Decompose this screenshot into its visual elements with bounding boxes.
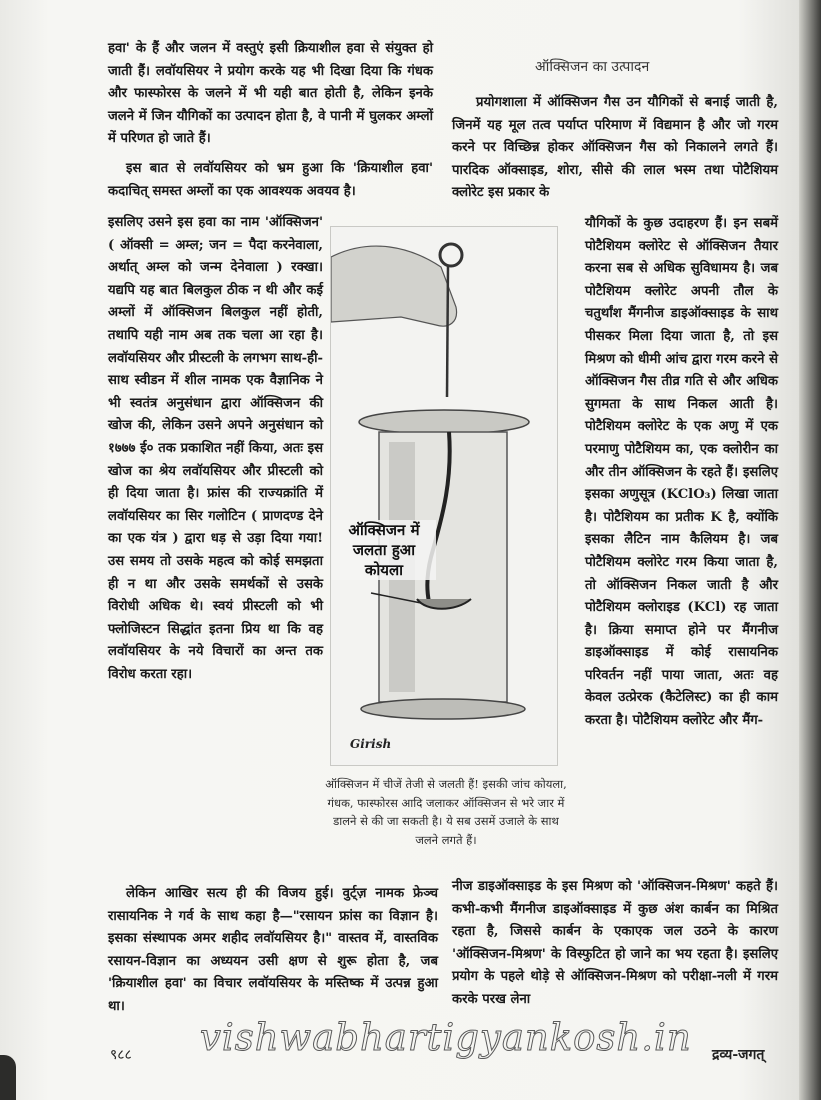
- gas-jar-drawing: [331, 227, 557, 765]
- experiment-illustration: [330, 226, 558, 766]
- right-para-2: यौगिकों के कुछ उदाहरण हैं। इन सबमें पोटैशियम क्लोरेट से ऑक्सिजन तैयार करना सब से अधिक सुविधामय है। जब पोटैशियम क्लोरेट अपनी तौल के चतुर्थांश मैंगनीज डाइऑक्साइड के साथ पीसकर मिला दिया जाता है, तो इस मिश्रण को धीमी आंच द्वारा गरम करने से ऑक्सिजन गैस तीव्र गति से और अधिक सुगमता के साथ निकल आती है। पोटैशियम क्लोरेट के एक अणु में एक परमाणु पोटैशियम का, एक क्लोरीन का और तीन ऑक्सिजन के रहते हैं। इसलिए इसका अणुसूत्र (KClO₃) लिखा जाता है। पोटैशियम का प्रतीक K है, क्योंकि इसका लैटिन नाम कैलियम है। जब पोटैशियम क्लोरेट गरम किया जाता है, तो ऑक्सिजन निकल जाती है और पोटैशियम क्लोराइड (KCl) रह जाता है। क्रिया समाप्त होने पर मैंगनीज डाइऑक्साइड में कोई रासायनिक परिवर्तन नहीं पाया जाता, अतः वह केवल उत्प्रेरक (कैटेलिस्ट) का ही काम करता है। पोटैशियम क्लोरेट और मैंग-: [585, 216, 778, 729]
- artist-signature: Girish: [350, 737, 392, 751]
- right-para-1: प्रयोगशाला में ऑक्सिजन गैस उन यौगिकों से बनाई जाती है, जिनमें यह मूल तत्व पर्याप्त परिमाण में विद्यमान है और जो गरम करने पर विच्छिन्न होकर ऑक्सिजन गैस को निकालने लगते हैं। पारदिक ऑक्साइड, शोरा, सीसे की लाल भस्म तथा पोटैशियम क्लोरेट इस प्रकार के: [452, 95, 778, 201]
- hand: [331, 246, 457, 326]
- watermark: vishwabhartigyankosh.in: [200, 1016, 692, 1059]
- left-para-1: हवा' के हैं और जलन में वस्तुएं इसी क्रियाशील हवा से संयुक्त हो जाती हैं। लवॉयसियर ने प्रयोग करके यह भी दिखा दिया कि गंधक और फास्फोरस के जलने में भी यही बात होती है, लेकिन इनके जलने में जिन यौगिकों का उत्पादन होता है, वे पानी में घुलकर अम्लों में परिणत हो जाते हैं।: [108, 41, 433, 147]
- book-title: द्रव्य-जगत्: [712, 1047, 765, 1063]
- page-edge-shadow: [799, 0, 821, 1100]
- page-number: ९८८: [110, 1047, 132, 1063]
- jar-lid: [359, 410, 529, 434]
- jar-base: [361, 699, 525, 719]
- left-para-3: इसलिए उसने इस हवा का नाम 'ऑक्सिजन' ( ऑक्सी = अम्ल; जन = पैदा करनेवाला, अर्थात् अम्ल को जन्म देनेवाला ) रक्खा। यद्यपि यह बात बिलकुल ठीक न थी और कई अम्लों में ऑक्सिजन बिलकुल नहीं होती, तथापि यही नाम अब तक चला आ रहा है। लवॉयसियर और प्रीस्टली के लगभग साथ-ही-साथ स्वीडन में शील नामक एक वैज्ञानिक ने भी स्वतंत्र अनुसंधान द्वारा ऑक्सिजन की खोज की, लेकिन उसने अपने अनुसंधान को १७७७ ई० तक प्रकाशित नहीं किया, अतः इस खोज का श्रेय लवॉयसियर और प्रीस्टली को ही दिया जाता है। फ्रांस की राज्यक्रांति में लवॉयसियर का सिर गलोटिन ( प्राणदण्ड देने का एक यंत्र ) द्वारा धड़ से उड़ा दिया गया! उस समय तो उसके महत्व को कोई समझता ही न था और उसके समर्थकों से उसके विरोधी अधिक थे। स्वयं प्रीस्टली को भी फ्लोजिस्टन सिद्धांत इतना प्रिय था कि वह लवॉयसियर के नये विचारों का अन्त तक विरोध करता रहा।: [108, 215, 323, 682]
- figure-label: ऑक्सिजन में जलता हुआ कोयला: [332, 520, 436, 580]
- wire-loop: [440, 244, 462, 266]
- spoon-rod: [447, 265, 448, 397]
- figure-caption: ऑक्सिजन में चीजें तेजी से जलती हैं! इसकी जांच कोयला, गंधक, फास्फोरस आदि जलाकर ऑक्सिजन से भरे जार में डालने से की जा सकती है। ये सब उसमें उजाले के साथ जलने लगते हैं।: [325, 777, 567, 847]
- thumb-shadow: [0, 1055, 16, 1100]
- left-para-4: लेकिन आखिर सत्य ही की विजय हुई। वुर्ट्ज़ नामक फ्रेञ्च रासायनिक ने गर्व के साथ कहा है—"रसायन फ्रांस का विज्ञान है। इसका संस्थापक अमर शहीद लवॉयसियर है।" वास्तव में, वास्तविक रसायन-विज्ञान का अध्ययन उसी क्षण से शुरू होता है, जब 'क्रियाशील हवा' का विचार लवॉयसियर के मस्तिष्क में उत्पन्न हुआ था।: [108, 886, 438, 1014]
- right-para-3: नीज डाइऑक्साइड के इस मिश्रण को 'ऑक्सिजन-मिश्रण' कहते हैं। कभी-कभी मैंगनीज डाइऑक्साइड में कुछ अंश कार्बन का मिश्रित रहता है, जिससे कार्बन के एकाएक जल उठने के कारण 'ऑक्सिजन-मिश्रण' के विस्फुटित हो जाने का भय रहता है। इसलिए प्रयोग के पहले थोड़े से ऑक्सिजन-मिश्रण को परीक्षा-नली में गरम करके परख लेना: [452, 879, 778, 1007]
- left-para-2: इस बात से लवॉयसियर को भ्रम हुआ कि 'क्रियाशील हवा' कदाचित् समस्त अम्लों का एक आवश्यक अवयव है।: [108, 161, 433, 199]
- section-heading: ऑक्सिजन का उत्पादन: [535, 59, 650, 75]
